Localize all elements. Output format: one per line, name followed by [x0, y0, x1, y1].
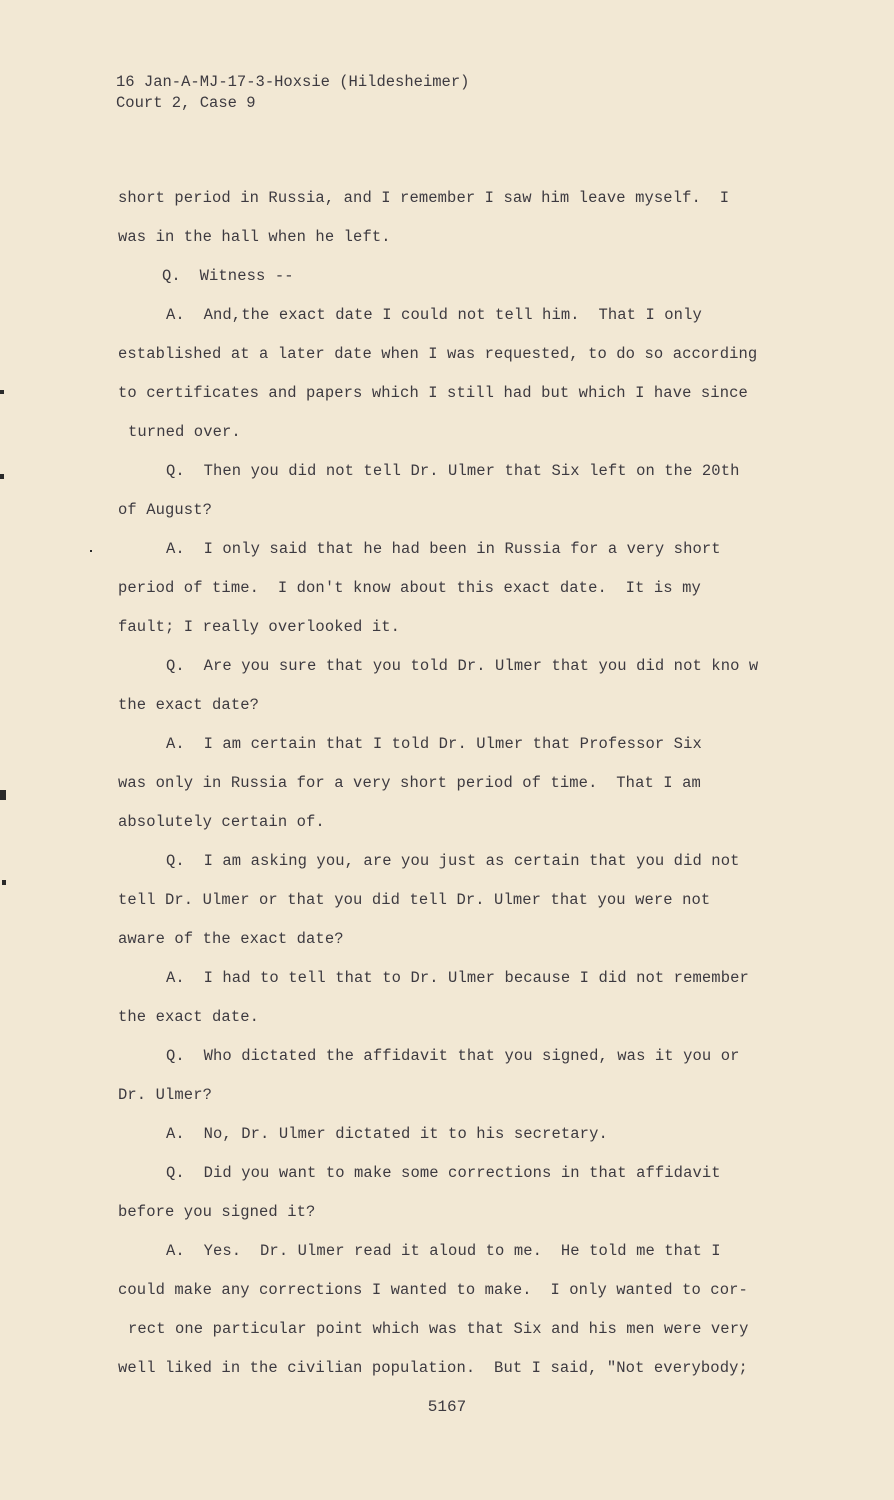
transcript-line: period of time. I don't know about this exact date. It is my: [118, 579, 701, 597]
header-court-case-line: Court 2, Case 9: [116, 94, 256, 112]
transcript-line-question: Q. Are you sure that you told Dr. Ulmer that you did not kno w: [166, 657, 759, 675]
page-number: 5167: [427, 1398, 467, 1416]
transcript-line: turned over.: [128, 423, 241, 441]
transcript-line-answer: A. I had to tell that to Dr. Ulmer because I did not remember: [166, 969, 749, 987]
edge-speck: [2, 880, 6, 885]
transcript-line-question: Q. Witness --: [162, 267, 294, 285]
transcript-line-answer: A. No, Dr. Ulmer dictated it to his secretary.: [166, 1125, 608, 1143]
transcript-line: was in the hall when he left.: [118, 228, 391, 246]
transcript-line: of August?: [118, 501, 213, 519]
transcript-line-question: Q. I am asking you, are you just as certain that you did not: [166, 852, 740, 870]
transcript-line: Dr. Ulmer?: [118, 1086, 213, 1104]
transcript-line-answer: A. And,the exact date I could not tell him. That I only: [166, 306, 702, 324]
transcript-body: [118, 185, 783, 1394]
document-header: [116, 72, 469, 114]
transcript-line: fault; I really overlooked it.: [118, 618, 401, 636]
header-reference-line: 16 Jan-A-MJ-17-3-Hoxsie (Hildesheimer): [116, 73, 470, 91]
transcript-line-question: Q. Then you did not tell Dr. Ulmer that Six left on the 20th: [166, 462, 740, 480]
transcript-line: rect one particular point which was that Six and his men were very: [128, 1320, 749, 1338]
edge-speck: [90, 550, 92, 552]
transcript-line-answer: A. I am certain that I told Dr. Ulmer that Professor Six: [166, 735, 702, 753]
edge-speck: [0, 790, 6, 800]
transcript-line: short period in Russia, and I remember I saw him leave myself. I: [118, 189, 730, 207]
transcript-line: was only in Russia for a very short period of time. That I am: [118, 774, 701, 792]
transcript-line: the exact date.: [118, 1008, 260, 1026]
transcript-line: could make any corrections I wanted to make. I only wanted to cor-: [118, 1281, 748, 1299]
transcript-line: before you signed it?: [118, 1203, 316, 1221]
transcript-line: the exact date?: [118, 696, 260, 714]
edge-speck: [0, 390, 4, 394]
transcript-line: tell Dr. Ulmer or that you did tell Dr. Ulmer that you were not: [118, 891, 711, 909]
edge-speck: [0, 474, 4, 479]
transcript-line-answer: A. Yes. Dr. Ulmer read it aloud to me. He told me that I: [166, 1242, 721, 1260]
transcript-line: established at a later date when I was requested, to do so according: [118, 345, 758, 363]
transcript-line: absolutely certain of.: [118, 813, 325, 831]
transcript-line-answer: A. I only said that he had been in Russia for a very short: [166, 540, 721, 558]
transcript-line: to certificates and papers which I still had but which I have since: [118, 384, 748, 402]
transcript-line: aware of the exact date?: [118, 930, 344, 948]
transcript-line: well liked in the civilian population. But I said, "Not everybody;: [118, 1359, 748, 1377]
transcript-line-question: Q. Who dictated the affidavit that you signed, was it you or: [166, 1047, 740, 1065]
transcript-line-question: Q. Did you want to make some corrections in that affidavit: [166, 1164, 721, 1182]
